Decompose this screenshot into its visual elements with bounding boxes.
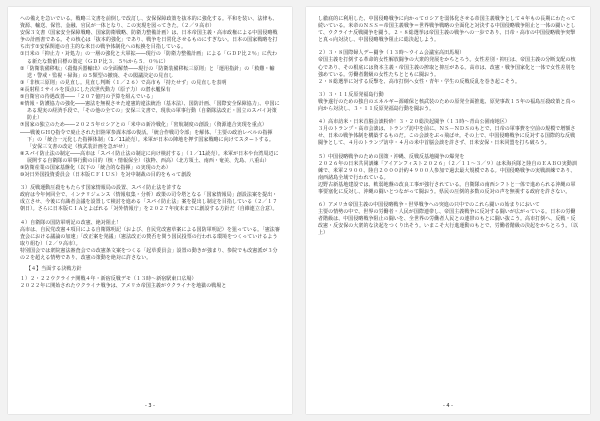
heading-world-war: ６）アメリカ帝国主義の中国侵略戦争・世界戦争への突進の只中でのこれら闘いの始まりにおいて — [318, 202, 540, 209]
page-number: - 4 - — [443, 403, 453, 409]
paragraph-constitution: 高市は、自民党改憲４項目による自衛隊明記（および、自民党改憲草案による国防軍明記）を狙っている。「憲法審査会における議論の加速」「改正案を発議」（憲法改正の賛否を問う国民投票の行われる環境をつくっていけるよう取り組む）（２／９高市）。 — [20, 226, 280, 247]
document-page-right — [306, 7, 590, 414]
heading-summit: ４）高市訪米・日米首脳会談粉砕！３・２０総決起闘争（１３時～青山公園南地区） — [318, 119, 510, 126]
paragraph-ukraine-war: ２０２２年に開始されたウクライナ戦争は、アメリカ帝国主義がウクライナを地獄の戦場と — [20, 283, 227, 290]
list-item: ⑧スパイ防止法の制定――高市は「スパイ防止法の制定に向け検討する」（１／11読売）。米軍が日本や台湾周辺に展開する自衛隊の軍事行動の目的（核・情報保全）（抜粋、西高）（北方領土、南西・奄美、先島、八重山） — [20, 150, 279, 164]
paragraph-fukushima: 戦争遂行のための独自のエネルギー源確保と核武装のための原発全面推進、原発事故１５年の福島圧殺政策と真っ向から対決し、３・１１反原発福島行動を闘おう。 — [318, 98, 576, 113]
heading-okinawa: ５）中国侵略戦争のための国策・沖縄、反戦反基地闘争の爆発を — [318, 153, 465, 160]
paragraph-summit: ３月のトランプ・高市会談は、トランプ訪中を前に、ＮＳ－ＮＤＳのもとで、日帝の軍事費を空前の規模で増額させ、日米の戦争体制を構築するものだ。この会談をぶっ飛ばせ。その上で、中国侵略戦争に反対する国際的な反戦闘争として、４月のトランプ訪中・４月の米中首脳会談を許さず、日米安保・日米同盟を打ち破ろう。 — [318, 126, 576, 147]
paragraph-intro: への備えを急いでいる。戦略三文書を前倒しで改訂し、安保保障政策を抜本的に強化する。平和を装い、法律も、資源、輸送、保管、金融、官民が一体となり、この実現を図ってきた。（２／９高市） — [20, 16, 278, 30]
paragraph-womens-day: 帝国主義を打倒する革命的女性解放闘争の大衆的発展をかちとろう。女性差別・抑圧は、帝国主義の分断支配の核心であり、その根底には資本主義・帝国主義の搾取と抑圧がある。高市は、改憲・戦争国家化と一体で女性差別を強めている。労働者階級の女性たちとともに闘おう。 — [318, 57, 576, 78]
paragraph-intelligence-bureau: 政府は今年何回全で、インテリジェンス（情報収集・分析）政策の司令塔となる「国家情報局」創設法案を提出・成立させ、今後に有識者会議を設置して検討を進める「スパイ防止法」案を提出し制定を目指している（２／１７朝日）。さらに日本版ＣＩＡとよばれる「対外情報庁」を２０２７年度末までに創設する方針だ（自維連立合意）。 — [20, 192, 278, 213]
section-heading-action-plan: 【４】当面する決戦方針 — [26, 266, 82, 273]
paragraph-okinawa-2: 辺野古新基地建設では、軟弱地盤の改良工事が強行されている。自衛隊の南西シフトと一体で進められる沖縄の軍事要塞化に反対し、沖縄の闘いとつながって闘おう。県民の圧倒的多数の反対の声を無視する政府を許さない。 — [318, 181, 576, 195]
list-item: ④長射程ミサイルを頂点にした次世代動力（原子力）の潜水艦保有 — [20, 86, 171, 93]
paragraph-security-documents: 安保３文書（国家安全保障戦略、国家防衛戦略、防衛力整備計画）は、日本帝国主義・高市政権による中国侵略戦争の計画書である。その核心は「抜本的強化」であり、戦争を日常化させるものにすぎない。日本の国家戦略を打ち出す①安保関連の自主的な米日の戦争体制化への転換を目指している。 — [20, 30, 278, 51]
document-page-left — [8, 7, 292, 414]
page-number: - 3 - — [145, 403, 155, 409]
list-item: ①日米の「抑止力・対処力」の一層の強化と大軍拡――現行の「防衛力整備計画」による「ＧＤＰ比２％」に代わる新たな数値目標の策定（ＧＤＰ比３．５％から５．０％に） — [20, 51, 278, 65]
list-item: ⑦国家の独立のため――２０２５年ロシアとの「米中の新冷戦化」「密航制度の創設」（資源連合実現を重点） — [20, 122, 267, 129]
paragraph-constitution-2: 特別国会では衆院憲法審査会での改憲条文案をつくる「起草委員会」設置の動きが強まり、参院でも改憲派が３分の２を超える情勢であり、改憲の策動を絶対に許さない。 — [20, 247, 278, 261]
policy-list — [20, 51, 280, 179]
paragraph-okinawa: ２０２６年の日米共同訓練「アイアンフィスト２０２６」（２／１１～３／９）は米海兵隊と陸自のＥＡＢＯ実動訓練で、米軍２９００、陸自２０００計約４９００人参加で過去最大規模である。中国侵略戦争の実戦訓練であり、南西諸島全域で行われている。 — [318, 160, 577, 181]
heading-shinjuku-demo: １）２・２２ウクライナ開戦４年・新宿反戦デモ（１３時～新宿駅東口広場） — [20, 276, 197, 283]
list-item: ③「非核三原則」の見直し。見直し判断（１／２６）で高市も「持たせず」の見直しを表明 — [20, 79, 227, 86]
list-item: ②「防衛装備移転」（殺傷兵器輸出）の全面解禁――現行の「防衛装備移転三原則」と「運用指針」の「救難・輸送・警戒・監視・掃海」の５類型の撤廃、その閣議決定の見直し — [20, 65, 275, 79]
paragraph-ukraine-cont: し徹底的に利用した、中国侵略戦争に向かってロシアを弱体化させる帝国主義戦争として４年もの長期にわたって続いている。米帝のＮＳＳ＝帝国主義戦争＝世界戦争戦略の全面化と対決する中国侵略戦争阻止と一体の闘いとして、ウクライナ反戦闘争を闘う。２・８総選挙は帝国主義の戦争への一歩であり、日帝・高市の中国侵略戦争突撃と真っ向対決し、中国侵略戦争阻止に総決起しよう。 — [318, 16, 576, 44]
list-item: ⑩対日外国投資委員会（日本版ＣＦＩＵＳ）を対中制裁の目的をもって創設 — [20, 172, 192, 179]
list-item: ――戦後ＧＨＱ指令で廃止された旧陸軍参謀本部の復活。「統合作戦司令部」を解体、「主要の政治レベルの指揮下」の「統合一元化した指揮体制」（1／11読売）。米軍が日本の陣地を押す国家戦略に向けてスタートする。「安保三文書の改定（核武装計画を急がせ）」 — [20, 129, 274, 150]
heading-womens-day: ２）３・８国際婦人デー闘争（１３時～ウイム会議室高田馬場） — [318, 50, 465, 57]
list-item: ⑤自衛官の待遇改善――「２０７億円の予算を組んでいる」 — [20, 94, 156, 101]
paragraph-world-war: 主要の情勢の中で、世界の労働者・人民が国際連帯し、帝国主義戦争に反対する闘いが広がっている。日本の労働者階級は、中国侵略戦争阻止の闘いを、全世界の労働者人民との連帯のもとに闘い抜こう。高市打倒へ、反戦・反改憲・反安保の大衆的な決起をつくり出そう。いまこそ大行進運動のもとで、労働者階級の決起をかちとろう。（以上） — [318, 209, 579, 237]
heading-constitution: ４）自衛隊の国防軍明記の改憲、絶対阻止！ — [20, 219, 122, 226]
paragraph-womens-day-2: ２・８総選挙に対する反撃を、高市打倒へ女性・青年・学生の反戦反乱を巻き起こそう。 — [318, 78, 521, 85]
heading-intelligence-bureau: ３）反戦運動圧殺をもたらす国家情報局の設置、スパイ防止法を許すな — [20, 185, 182, 192]
heading-fukushima: ３）３・１１反原発福島行動 — [318, 91, 384, 98]
list-item: ⑨防衛産業の国家基盤化（以下の「統合的な指揮」の実現のため） — [20, 164, 171, 171]
list-item: ⑥情報・防護協力の強化――憲法を無視させた違憲的違法統治（基本法）、国防計画、「国際安全保障協力」、中国にある現実の経済手段で、「その他の全ての」安保三文書で、現状の軍事行動（自衛隊法改正・国立のスパイ対策防止） — [20, 101, 280, 122]
